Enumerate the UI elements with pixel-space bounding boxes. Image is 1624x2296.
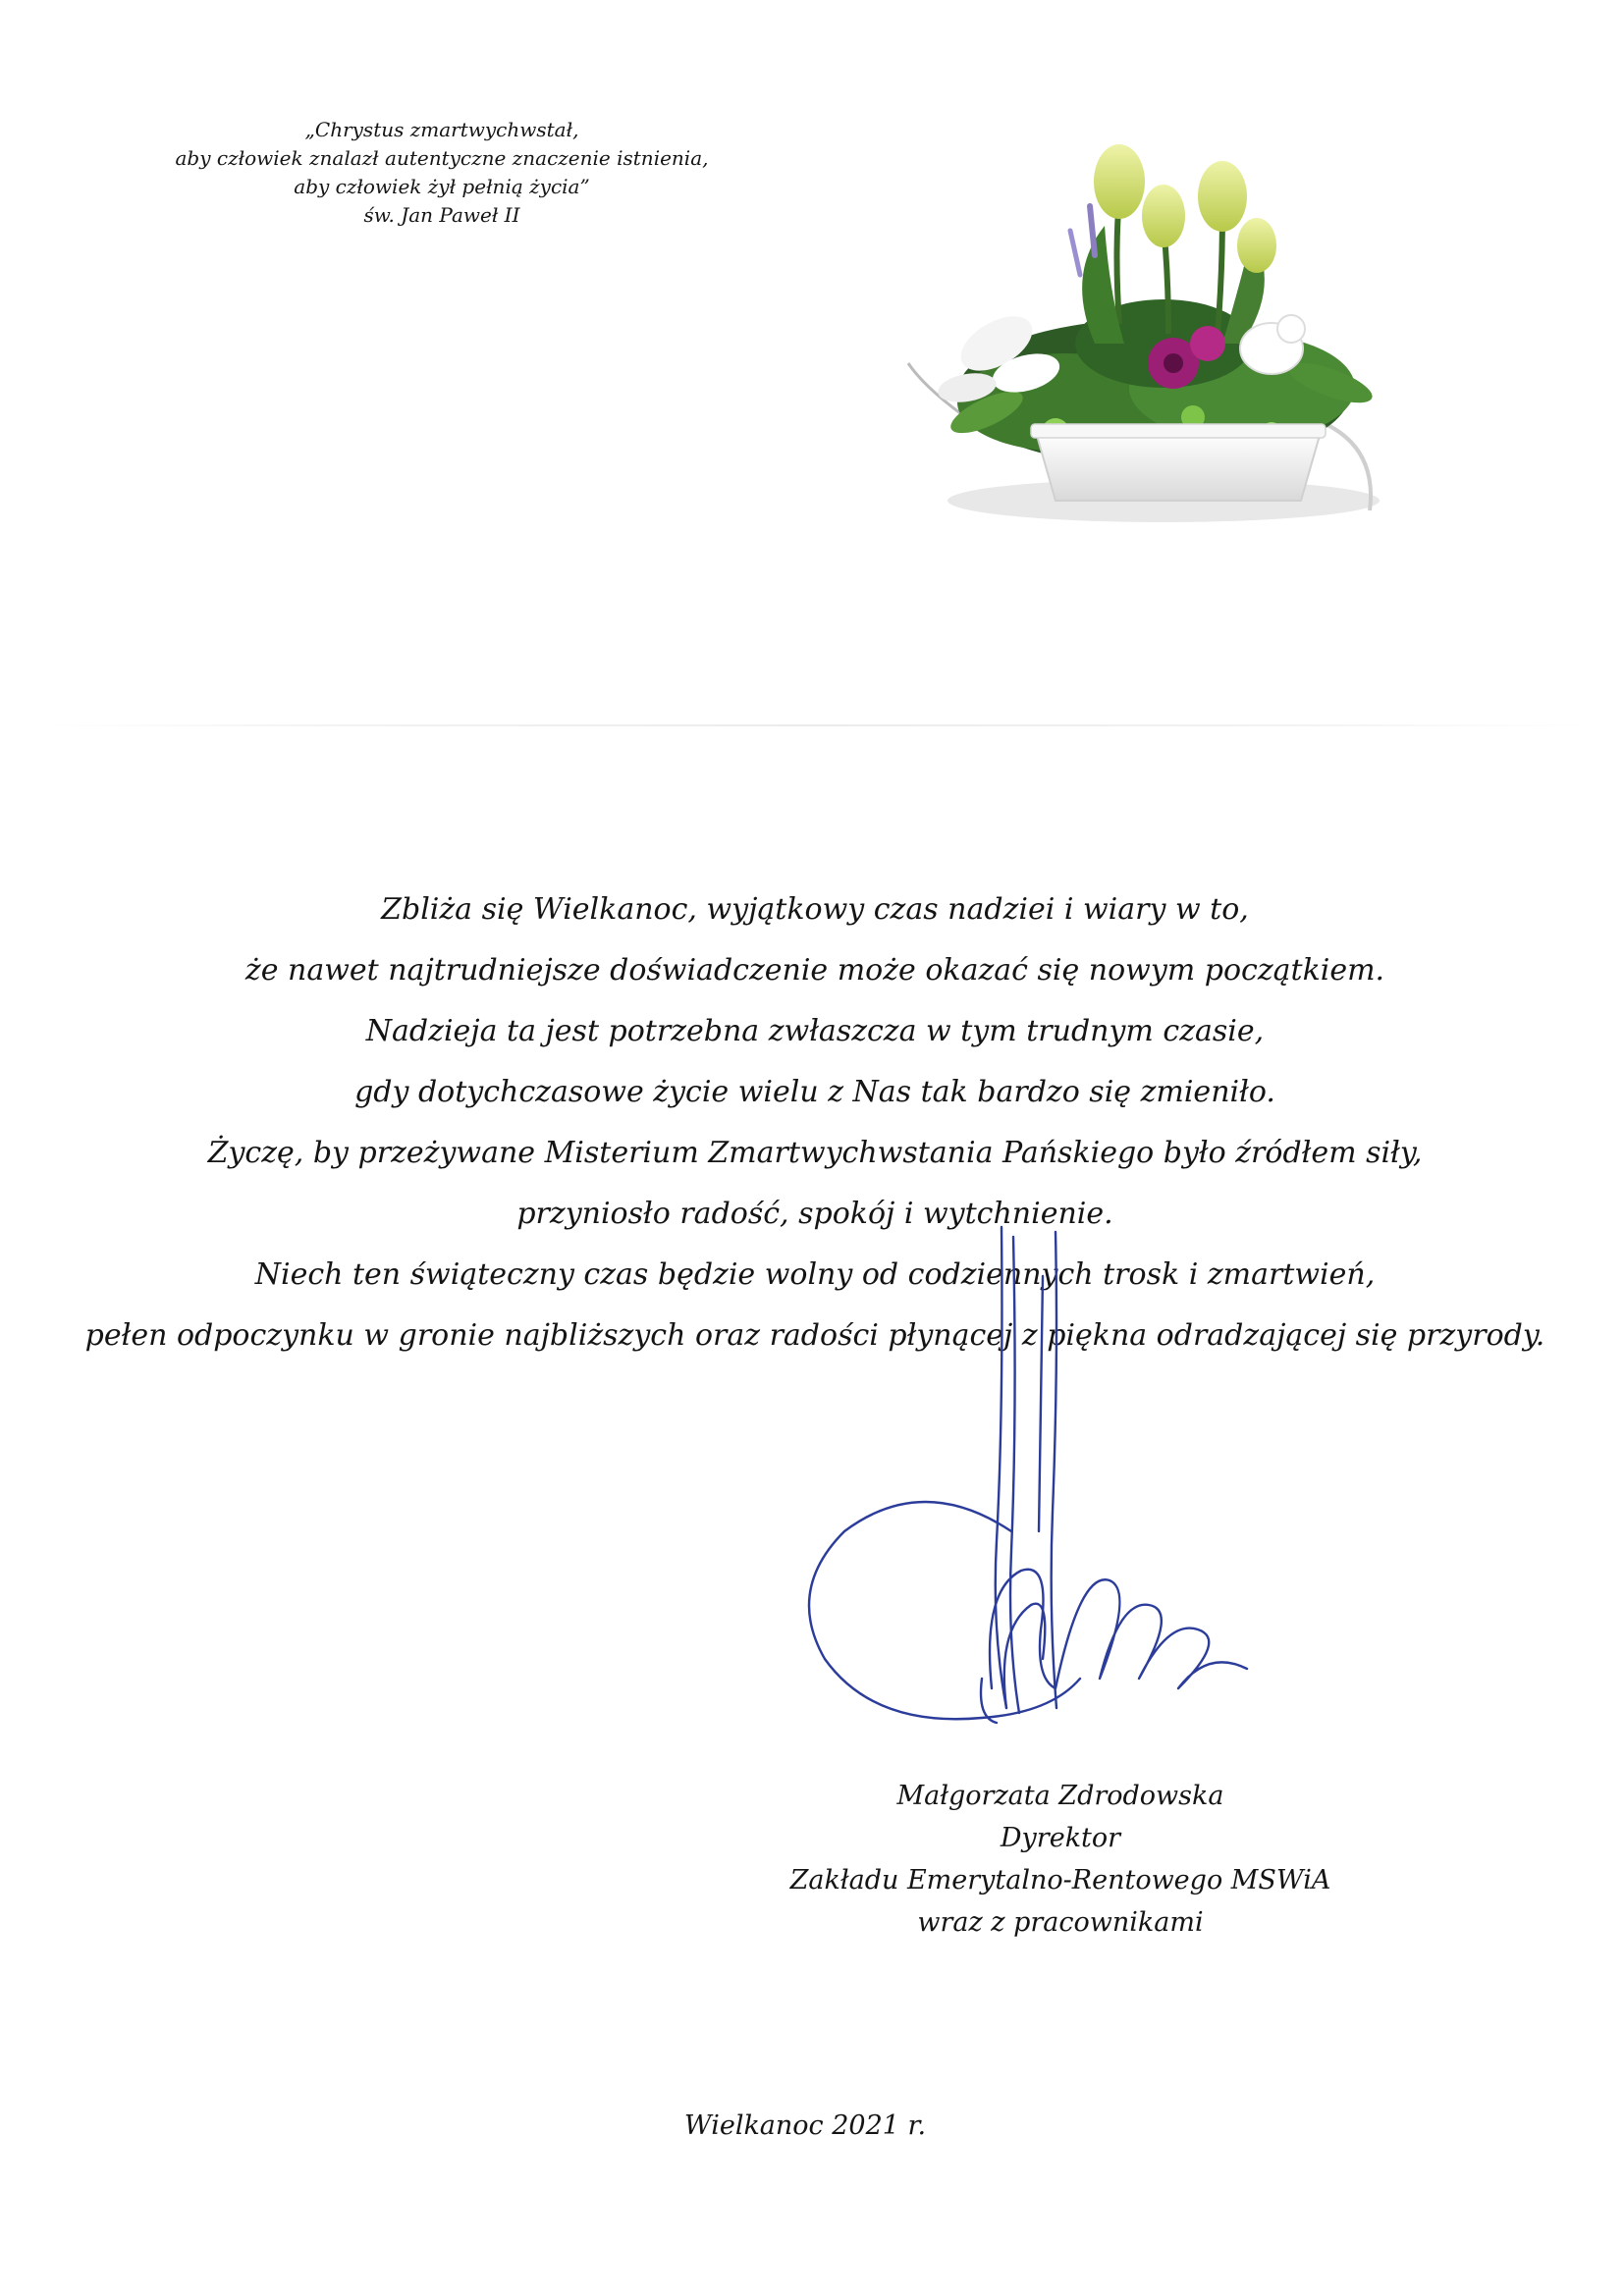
- signatory-name: Małgorzata Zdrodowska: [896, 1781, 1224, 1811]
- scan-artifact-line: [39, 724, 1591, 726]
- handwritten-signature: [785, 1217, 1276, 1767]
- signatory-position: Dyrektor: [1000, 1823, 1121, 1853]
- quote-line: „Chrystus zmartwychwstał,: [304, 118, 579, 141]
- message-line: Życzę, by przeżywane Misterium Zmartwychwstania Pańskiego było źródłem siły,: [207, 1136, 1423, 1170]
- message-line: gdy dotychczasowe życie wielu z Nas tak bardzo się zmieniło.: [354, 1075, 1275, 1109]
- quote-block: [147, 116, 736, 230]
- signatory-note: wraz z pracownikami: [917, 1907, 1204, 1938]
- message-line: pełen odpoczynku w gronie najbliższych oraz radości płynącej z piękna odradzającej się przyrody.: [84, 1318, 1545, 1353]
- message-line: Niech ten świąteczny czas będzie wolny od codziennych trosk i zmartwień,: [254, 1257, 1376, 1292]
- quote-line: aby człowiek żył pełnią życia”: [294, 175, 590, 198]
- signatory-block: [766, 1775, 1355, 1944]
- easter-flower-arrangement-icon: [869, 137, 1419, 550]
- letter-date: Wielkanoc 2021 r.: [683, 2110, 927, 2141]
- message-line: przyniosło radość, spokój i wytchnienie.: [516, 1197, 1113, 1231]
- quote-author: św. Jan Paweł II: [363, 203, 520, 227]
- quote-line: aby człowiek znalazł autentyczne znaczenie istnienia,: [175, 146, 709, 170]
- message-line: że nawet najtrudniejsze doświadczenie może okazać się nowym początkiem.: [244, 953, 1385, 988]
- signatory-institution: Zakładu Emerytalno-Rentowego MSWiA: [789, 1865, 1331, 1896]
- message-line: Nadzieja ta jest potrzebna zwłaszcza w tym trudnym czasie,: [365, 1014, 1265, 1048]
- message-line: Zbliża się Wielkanoc, wyjątkowy czas nadziei i wiary w to,: [381, 892, 1249, 927]
